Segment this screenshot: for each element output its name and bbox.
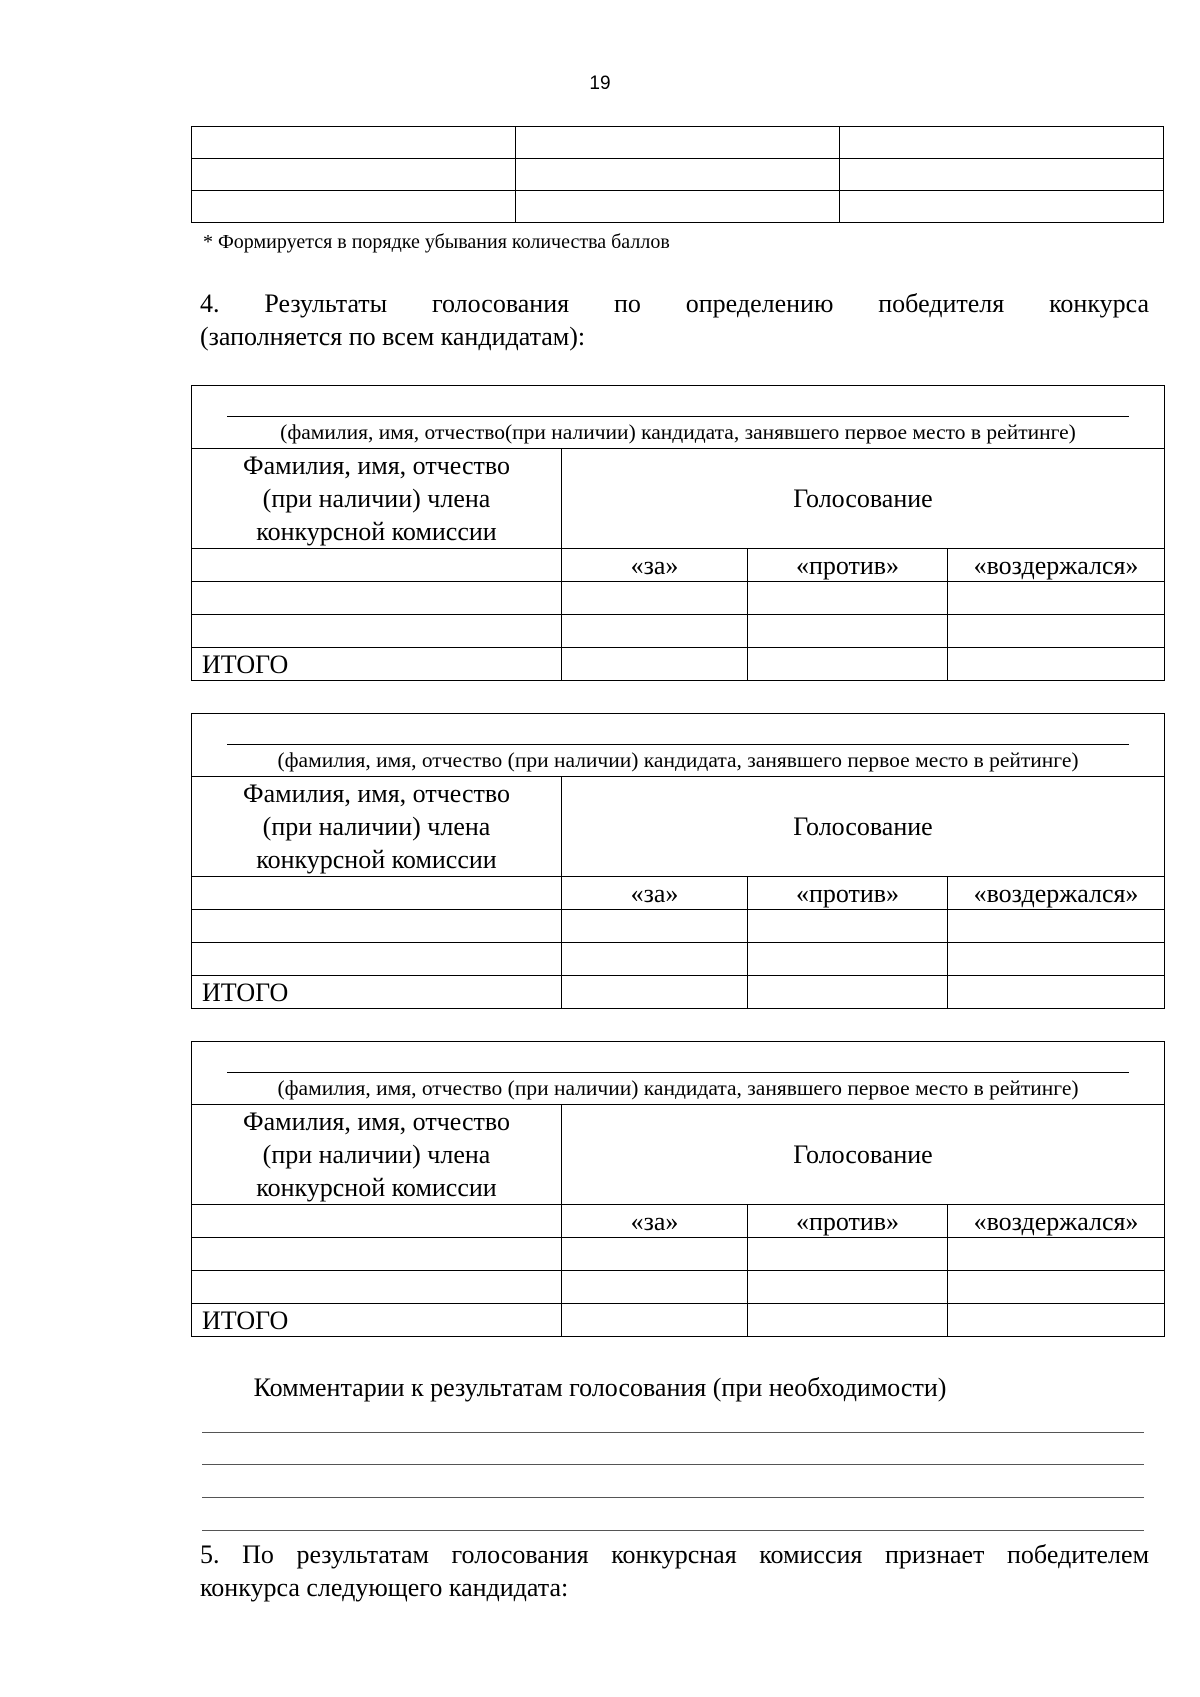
candidate-name-field[interactable]	[192, 386, 1165, 449]
table-cell[interactable]	[748, 1304, 948, 1337]
table-cell	[840, 127, 1164, 159]
vote-abstain-header: «воздержался»	[948, 877, 1165, 910]
voting-table-3	[191, 1041, 1165, 1337]
member-column-header: Фамилия, имя, отчество (при наличии) члена конкурсной комиссии	[192, 777, 562, 877]
voting-header: Голосование	[562, 1105, 1165, 1205]
table-row	[192, 582, 1165, 615]
rating-table-continuation	[191, 126, 1164, 223]
table-cell[interactable]	[948, 648, 1165, 681]
table-cell[interactable]	[192, 877, 562, 910]
candidate-row	[192, 386, 1165, 449]
table-cell[interactable]	[948, 910, 1165, 943]
candidate-name-field[interactable]	[192, 1042, 1165, 1105]
table-cell[interactable]	[192, 1271, 562, 1304]
member-column-header: Фамилия, имя, отчество (при наличии) члена конкурсной комиссии	[192, 1105, 562, 1205]
table-cell[interactable]	[948, 976, 1165, 1009]
candidate-caption: (фамилия, имя, отчество(при наличии) кандидата, занявшего первое место в рейтинге)	[280, 420, 1076, 444]
table-row	[192, 159, 1164, 191]
table-cell[interactable]	[562, 615, 748, 648]
candidate-row	[192, 1042, 1165, 1105]
total-row	[192, 976, 1165, 1009]
candidate-caption: (фамилия, имя, отчество (при наличии) кандидата, занявшего первое место в рейтинге)	[277, 748, 1079, 772]
candidate-name-line	[227, 416, 1129, 417]
table-cell[interactable]	[562, 1271, 748, 1304]
vote-abstain-header: «воздержался»	[948, 549, 1165, 582]
section-4-line-2: (заполняется по всем кандидатам):	[200, 322, 586, 351]
voting-header: Голосование	[562, 777, 1165, 877]
table-cell[interactable]	[562, 582, 748, 615]
comment-line[interactable]	[202, 1464, 1144, 1465]
total-row	[192, 1304, 1165, 1337]
vote-against-header: «против»	[748, 877, 948, 910]
vote-against-header: «против»	[748, 1205, 948, 1238]
candidate-name-line	[227, 1072, 1129, 1073]
table-cell	[840, 191, 1164, 223]
table-row	[192, 127, 1164, 159]
table-cell	[192, 159, 516, 191]
table-cell[interactable]	[948, 1304, 1165, 1337]
table-cell[interactable]	[948, 1238, 1165, 1271]
table-row	[192, 191, 1164, 223]
table-cell[interactable]	[748, 943, 948, 976]
vote-against-header: «против»	[748, 549, 948, 582]
vote-options-row	[192, 549, 1165, 582]
candidate-name-field[interactable]	[192, 714, 1165, 777]
table-cell[interactable]	[562, 1238, 748, 1271]
total-row	[192, 648, 1165, 681]
table-cell[interactable]	[948, 943, 1165, 976]
table-cell[interactable]	[562, 1304, 748, 1337]
footnote: * Формируется в порядке убывания количества баллов	[203, 231, 670, 253]
voting-header: Голосование	[562, 449, 1165, 549]
member-column-header: Фамилия, имя, отчество (при наличии) члена конкурсной комиссии	[192, 449, 562, 549]
section-4-heading	[200, 287, 1149, 353]
total-label: ИТОГО	[192, 976, 562, 1009]
section-5-line-2: конкурса следующего кандидата:	[200, 1573, 569, 1602]
table-row	[192, 910, 1165, 943]
table-cell[interactable]	[192, 943, 562, 976]
table-cell[interactable]	[748, 582, 948, 615]
table-cell[interactable]	[948, 615, 1165, 648]
section-4-line-1: 4. Результаты голосования по определению победителя конкурса	[200, 289, 1149, 318]
vote-options-row	[192, 877, 1165, 910]
candidate-caption: (фамилия, имя, отчество (при наличии) кандидата, занявшего первое место в рейтинге)	[277, 1076, 1079, 1100]
table-cell	[840, 159, 1164, 191]
table-cell[interactable]	[948, 1271, 1165, 1304]
comment-line[interactable]	[202, 1497, 1144, 1498]
vote-for-header: «за»	[562, 1205, 748, 1238]
table-cell	[516, 159, 840, 191]
comment-line[interactable]	[202, 1432, 1144, 1433]
table-row	[192, 1238, 1165, 1271]
vote-for-header: «за»	[562, 549, 748, 582]
header-row	[192, 449, 1165, 549]
table-cell[interactable]	[748, 1238, 948, 1271]
table-cell[interactable]	[748, 648, 948, 681]
table-cell[interactable]	[192, 615, 562, 648]
table-cell[interactable]	[192, 910, 562, 943]
comments-title: Комментарии к результатам голосования (при необходимости)	[253, 1373, 947, 1402]
table-row	[192, 943, 1165, 976]
table-cell	[192, 127, 516, 159]
table-row	[192, 615, 1165, 648]
header-row	[192, 777, 1165, 877]
table-cell[interactable]	[748, 615, 948, 648]
table-cell[interactable]	[748, 976, 948, 1009]
table-cell[interactable]	[748, 910, 948, 943]
section-5-heading	[200, 1538, 1149, 1604]
page-number: 19	[589, 73, 611, 94]
table-cell	[516, 127, 840, 159]
table-cell[interactable]	[192, 549, 562, 582]
table-cell[interactable]	[948, 582, 1165, 615]
table-cell[interactable]	[748, 1271, 948, 1304]
table-cell[interactable]	[562, 976, 748, 1009]
candidate-row	[192, 714, 1165, 777]
table-cell[interactable]	[562, 943, 748, 976]
total-label: ИТОГО	[192, 1304, 562, 1337]
table-cell[interactable]	[192, 1205, 562, 1238]
table-cell[interactable]	[562, 648, 748, 681]
voting-table-2	[191, 713, 1165, 1009]
vote-for-header: «за»	[562, 877, 748, 910]
table-cell[interactable]	[192, 582, 562, 615]
table-row	[192, 1271, 1165, 1304]
table-cell	[192, 191, 516, 223]
header-row	[192, 1105, 1165, 1205]
voting-table-1	[191, 385, 1165, 681]
table-cell[interactable]	[562, 910, 748, 943]
section-5-line-1: 5. По результатам голосования конкурсная комиссия признает победителем	[200, 1540, 1150, 1569]
table-cell[interactable]	[192, 1238, 562, 1271]
total-label: ИТОГО	[192, 648, 562, 681]
vote-options-row	[192, 1205, 1165, 1238]
vote-abstain-header: «воздержался»	[948, 1205, 1165, 1238]
table-cell	[516, 191, 840, 223]
candidate-name-line	[227, 744, 1129, 745]
comment-line[interactable]	[202, 1530, 1144, 1531]
